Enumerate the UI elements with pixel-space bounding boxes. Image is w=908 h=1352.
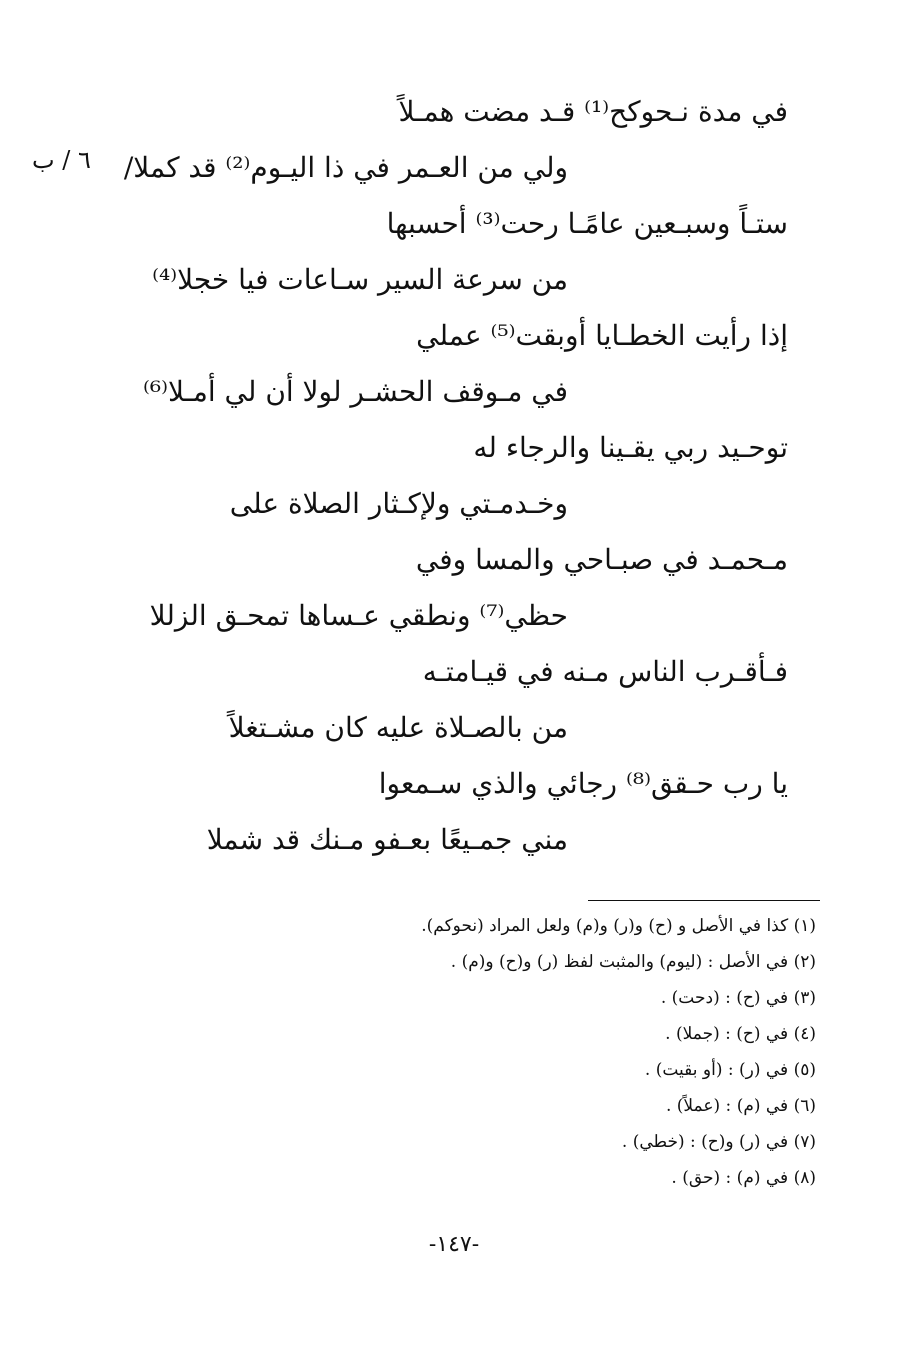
verse-line: مني جمـيعًا بعـفو مـنك قد شملا — [206, 823, 568, 856]
verse-line: من بالصـلاة عليه كان مشـتغلاً — [228, 711, 568, 744]
verse-line: وخـدمـتي ولإكـثار الصلاة على — [229, 487, 568, 520]
verse-line: في مـوقف الحشـر لولا أن لي أمـلا⁽⁶⁾ — [142, 375, 568, 408]
verse-line: ستـاً وسبـعين عامًـا رحت⁽³⁾ أحسبها — [386, 207, 788, 240]
verse-line: إذا رأيت الخطـايا أوبقت⁽⁵⁾ عملي — [416, 319, 788, 352]
footnote: (٦) في (م) : (عملاً) . — [665, 1096, 816, 1116]
verse-line: في مدة نـحوكح⁽¹⁾ قـد مضت همـلاً — [398, 95, 788, 128]
footnote: (٨) في (م) : (حق) . — [671, 1168, 816, 1188]
verse-line: فـأقـرب الناس مـنه في قيـامتـه — [422, 655, 788, 688]
footnote: (٢) في الأصل : (ليوم) والمثبت لفظ (ر) و(ح) و(م) . — [450, 952, 816, 972]
page-number: -١٤٧- — [428, 1232, 480, 1257]
footnote: (٧) في (ر) و(ح) : (خطي) . — [621, 1132, 816, 1152]
footnote-separator — [588, 900, 820, 901]
folio-marginal-note: ٦ / ب — [32, 146, 91, 174]
footnote: (٣) في (ح) : (دحت) . — [660, 988, 816, 1008]
verse-line: حظي⁽⁷⁾ ونطقي عـساها تمحـق الزللا — [149, 599, 568, 632]
footnote: (٥) في (ر) : (أو بقيت) . — [644, 1060, 816, 1080]
verse-line: ولي من العـمر في ذا اليـوم⁽²⁾ قد كملا/ — [123, 151, 568, 184]
verse-line: مـحمـد في صبـاحي والمسا وفي — [415, 543, 788, 576]
verse-line: من سرعة السير سـاعات فيا خجلا⁽⁴⁾ — [152, 263, 568, 296]
footnote: (٤) في (ح) : (جملا) . — [665, 1024, 816, 1044]
verse-line: توحـيد ربي يقـينا والرجاء له — [473, 431, 788, 464]
footnote: (١) كذا في الأصل و (ح) و(ر) و(م) ولعل المراد (نحوكم). — [421, 916, 816, 936]
verse-line: يا رب حـقق⁽⁸⁾ رجائي والذي سـمعوا — [378, 767, 788, 800]
